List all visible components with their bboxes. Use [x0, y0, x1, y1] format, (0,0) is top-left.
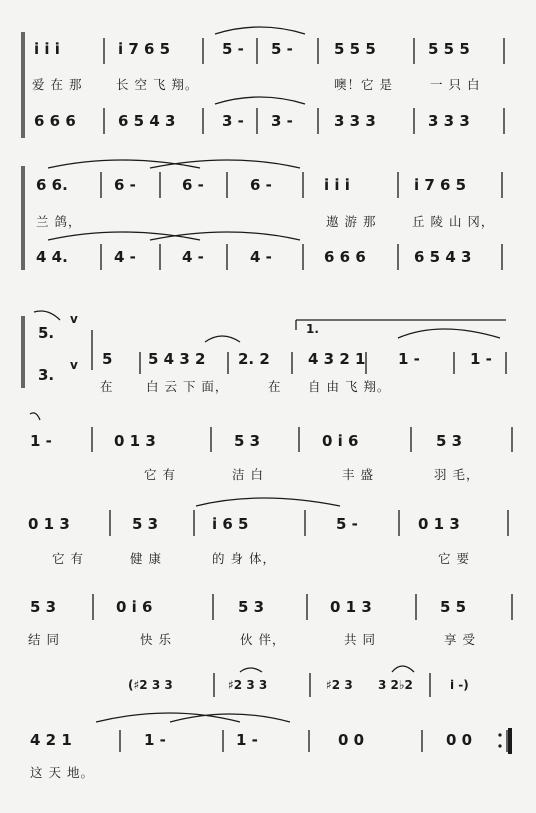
- s6-m4: 0 1 3: [330, 598, 372, 616]
- s4-lyric-3: 丰 盛: [342, 467, 374, 482]
- s6-lyric-4: 共 同: [344, 632, 376, 647]
- s7-m3: 1 -: [236, 731, 258, 749]
- s5-m4: 5 -: [336, 515, 358, 533]
- s7-m5: 0 0: [446, 731, 473, 749]
- s7-lyric-1: 这 天 地。: [30, 765, 94, 780]
- s3-m5: 1 -: [398, 350, 420, 368]
- s2-upper-m3: 6 -: [182, 176, 204, 194]
- s1-upper-m2: i̇ 7 6 5: [118, 40, 171, 58]
- s4-lyric-2: 洁 白: [232, 467, 264, 482]
- s5-m3: i̇ 6 5: [212, 515, 249, 533]
- s7-m2: 1 -: [144, 731, 166, 749]
- s5-lyric-3: 的 身 体，: [212, 551, 276, 566]
- s2-lower-m2: 4 -: [114, 248, 136, 266]
- volta-label: 1.: [306, 322, 319, 336]
- s1-lyric-3: 噢！它 是: [334, 77, 393, 92]
- s4-m2: 0 1 3: [114, 432, 156, 450]
- s2-lower-m4: 4 -: [250, 248, 272, 266]
- s4-m1: 1 -: [30, 432, 52, 450]
- s2-lower-m5: 6 6 6: [324, 248, 366, 266]
- s1-upper-m5: 5 5 5: [334, 40, 376, 58]
- s1-upper-m4: 5 -: [271, 40, 293, 58]
- s2-upper-m4: 6 -: [250, 176, 272, 194]
- s5-lyric-2: 健 康: [130, 551, 162, 566]
- s2-upper-m1: 6 6.: [36, 176, 68, 194]
- s2-lower-m1: 4 4.: [36, 248, 68, 266]
- s1-lower-m3: 3 -: [222, 112, 244, 130]
- interlude-m2: ♯2 3 3: [228, 678, 268, 692]
- s3-m6: 1 -: [470, 350, 492, 368]
- s2-lower-m6: 6 5 4 3: [414, 248, 472, 266]
- s6-m1: 5 3: [30, 598, 57, 616]
- s3-upper-ending: 5.: [38, 324, 55, 342]
- s1-lower-m1: 6 6 6: [34, 112, 76, 130]
- s2-lower-m3: 4 -: [182, 248, 204, 266]
- s3-lyric-1: 在: [100, 379, 114, 394]
- s2-lyric-1: 兰 鸽，: [36, 214, 82, 229]
- s3-m1: 5: [102, 350, 113, 368]
- s3-m4: 4 3 2 1: [308, 350, 366, 368]
- s3-m3: 2. 2: [238, 350, 270, 368]
- s6-lyric-1: 结 同: [28, 632, 60, 647]
- s1-upper-m6: 5 5 5: [428, 40, 470, 58]
- s1-upper-m1: i̇ i̇ i̇: [34, 40, 60, 58]
- s4-m4: 0 i̇ 6: [322, 432, 359, 450]
- s6-m5: 5 5: [440, 598, 467, 616]
- interlude-m3: ♯2 3: [326, 678, 353, 692]
- s2-lyric-3: 丘 陵 山 冈，: [412, 214, 495, 229]
- s2-lyric-2: 遨 游 那: [326, 214, 377, 229]
- s3-m2: 5 4 3 2: [148, 350, 206, 368]
- s5-lyric-1: 它 有: [52, 551, 84, 566]
- breath-mark-lower: v: [70, 358, 78, 372]
- s6-m2: 0 i̇ 6: [116, 598, 153, 616]
- s2-upper-m2: 6 -: [114, 176, 136, 194]
- s1-lyric-4: 一 只 白: [430, 77, 481, 92]
- s4-lyric-4: 羽 毛，: [434, 467, 480, 482]
- s7-m4: 0 0: [338, 731, 365, 749]
- s6-lyric-3: 伙 伴，: [240, 632, 286, 647]
- s3-lower-ending: 3.: [38, 366, 55, 384]
- s6-m3: 5 3: [238, 598, 265, 616]
- s7-m1: 4 2 1: [30, 731, 72, 749]
- interlude-m1: (♯2 3 3: [128, 678, 173, 692]
- s5-m5: 0 1 3: [418, 515, 460, 533]
- s5-lyric-4: 它 要: [438, 551, 470, 566]
- s2-upper-m5: i̇ i̇ i̇: [324, 176, 350, 194]
- s1-lower-m2: 6 5 4 3: [118, 112, 176, 130]
- s4-m5: 5 3: [436, 432, 463, 450]
- s5-m2: 5 3: [132, 515, 159, 533]
- s1-lyric-1: 爱 在 那: [32, 77, 83, 92]
- s1-lower-m6: 3 3 3: [428, 112, 470, 130]
- s3-lyric-2: 白 云 下 面，: [146, 379, 229, 394]
- interlude-m5: i̇ -): [450, 678, 469, 692]
- s4-m3: 5 3: [234, 432, 261, 450]
- s1-lower-m5: 3 3 3: [334, 112, 376, 130]
- s3-lyric-3: 在: [268, 379, 282, 394]
- s2-upper-m6: i̇ 7 6 5: [414, 176, 467, 194]
- s5-m1: 0 1 3: [28, 515, 70, 533]
- s1-lyric-2: 长 空 飞 翔。: [116, 77, 199, 92]
- s6-lyric-2: 快 乐: [140, 632, 172, 647]
- s1-upper-m3: 5 -: [222, 40, 244, 58]
- s1-lower-m4: 3 -: [271, 112, 293, 130]
- s4-lyric-1: 它 有: [144, 467, 176, 482]
- s3-lyric-4: 自 由 飞 翔。: [308, 379, 391, 394]
- interlude-m4: 3 2♭2: [378, 678, 413, 692]
- breath-mark-upper: v: [70, 312, 78, 326]
- s6-lyric-5: 享 受: [444, 632, 476, 647]
